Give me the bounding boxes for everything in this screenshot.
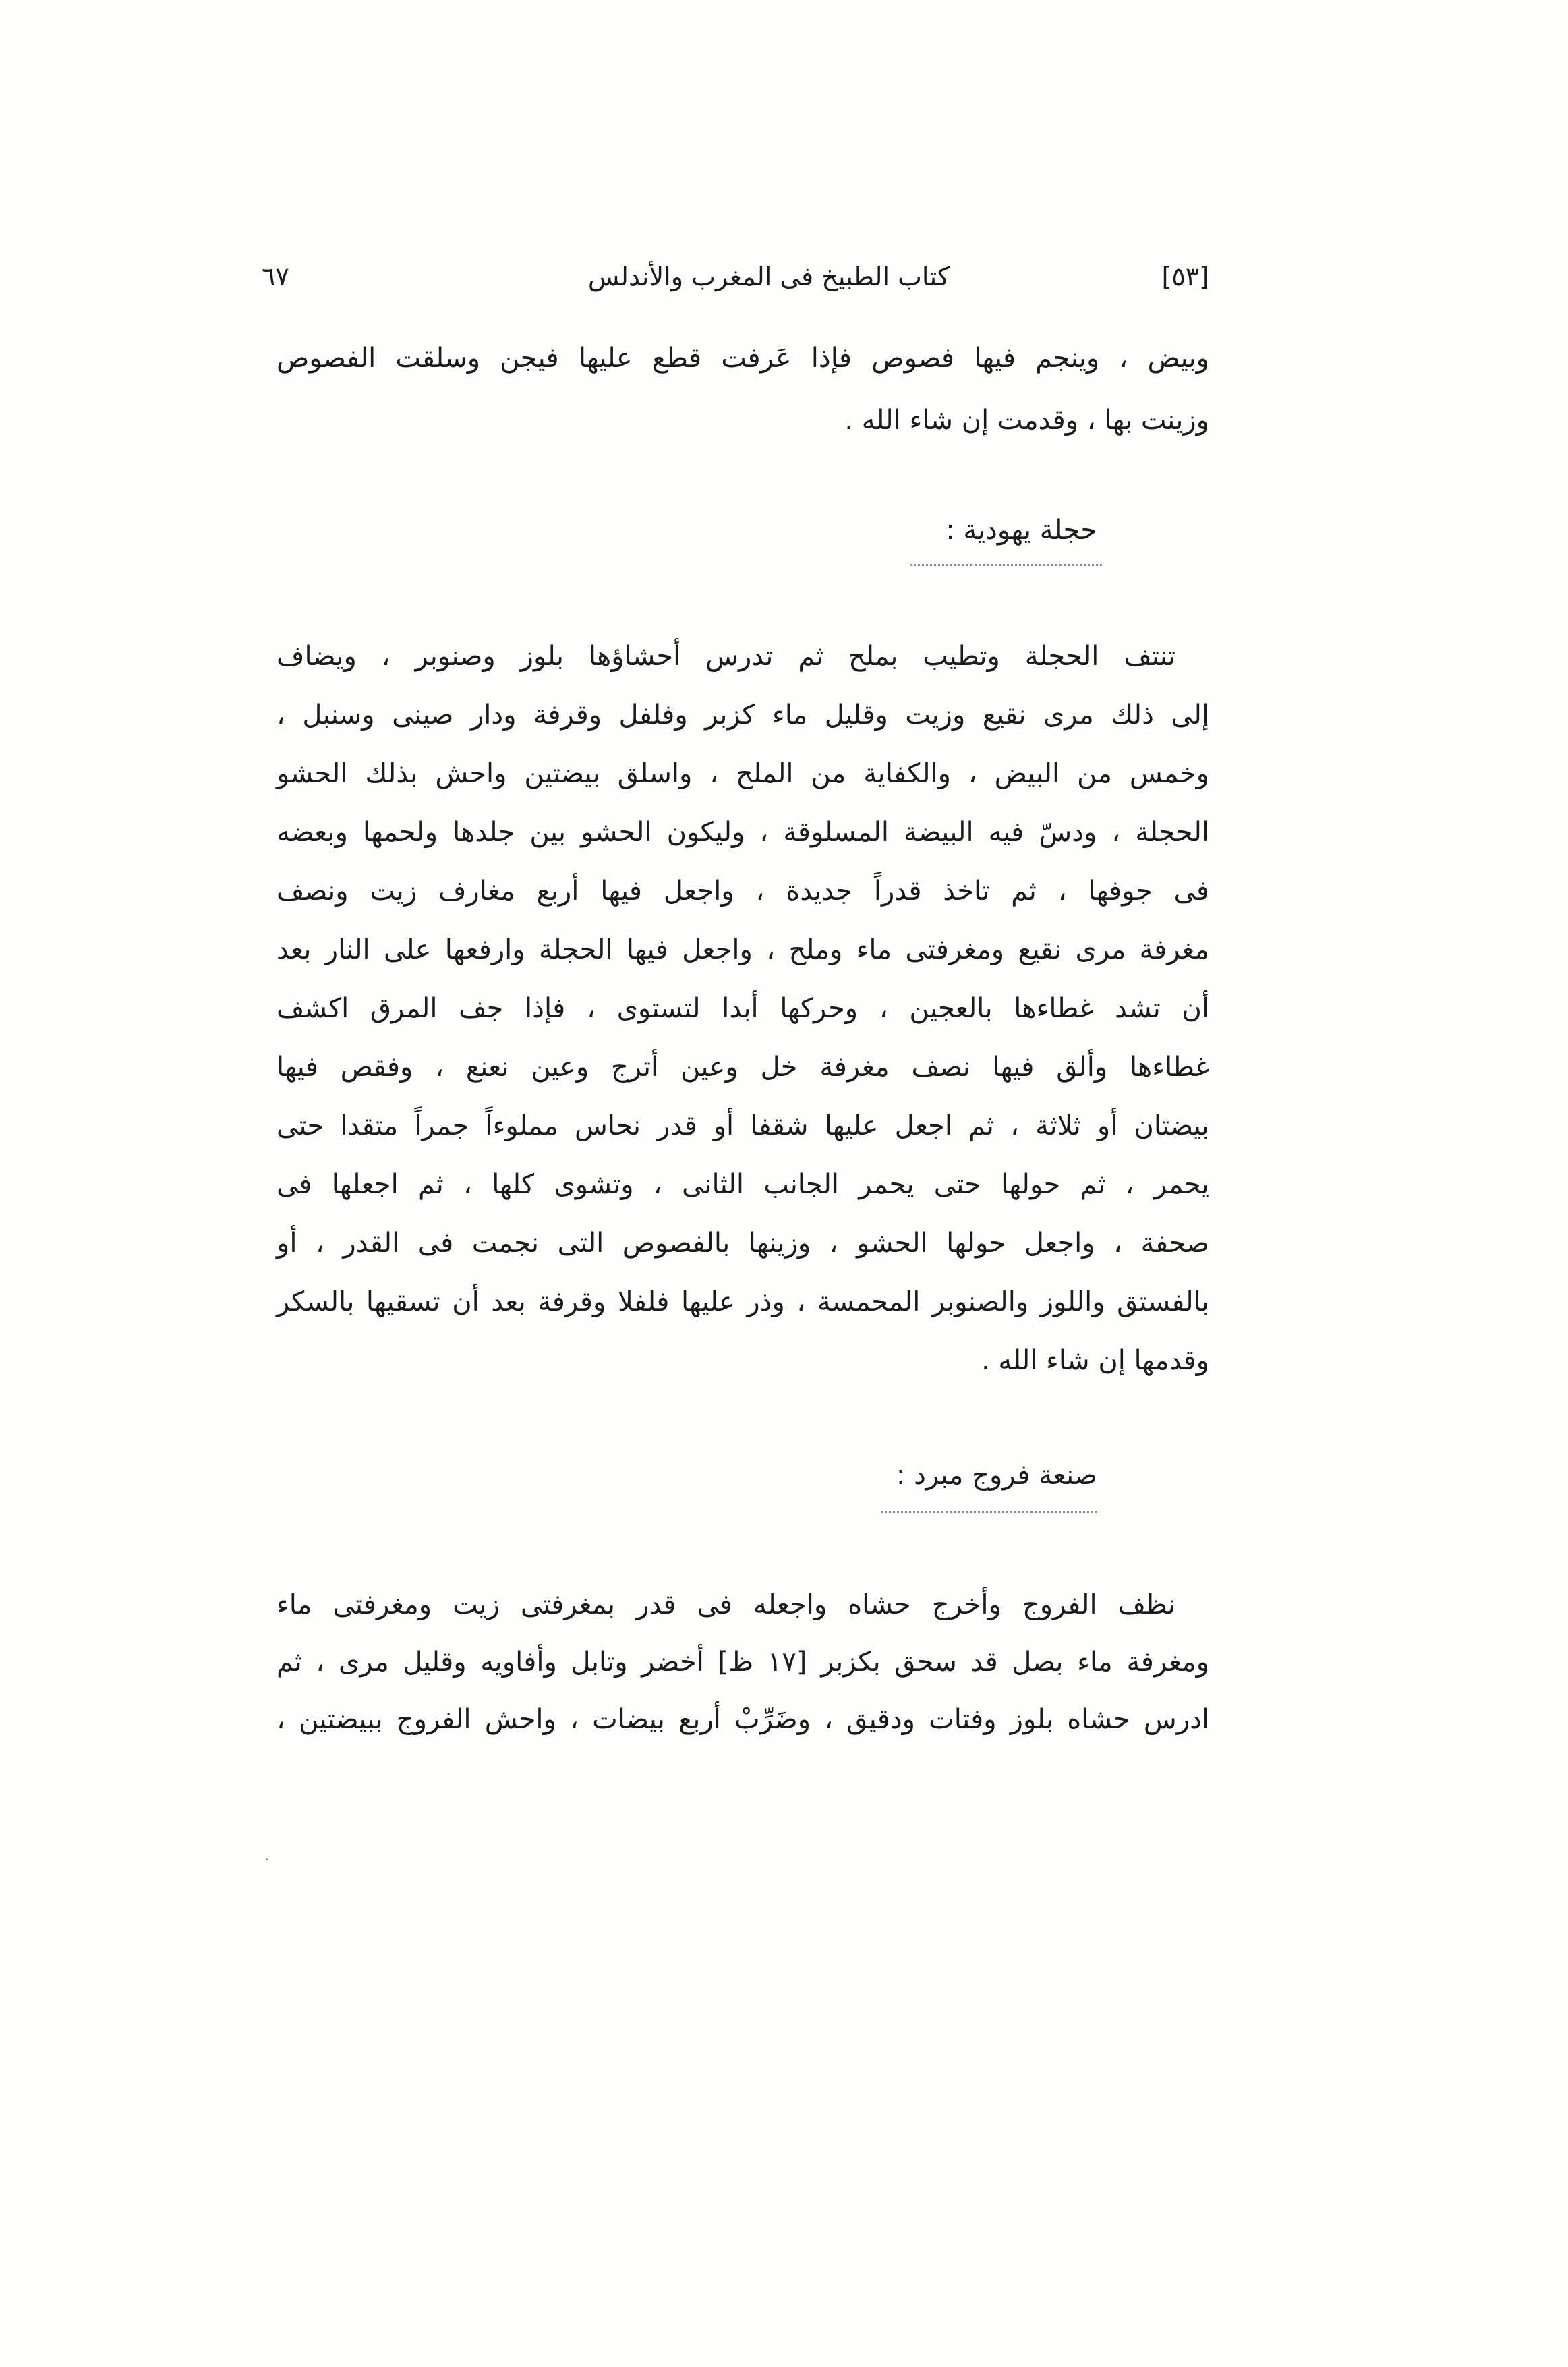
continuation-paragraph bbox=[277, 327, 1209, 451]
text-line: وبيض ، وينجم فيها فصوص فإذا عَرفت قطع عليها فيجن وسلقت الفصوص bbox=[277, 343, 1209, 374]
text-line: تنتف الحجلة وتطيب بملح ثم تدرس أحشاؤها بلوز وصنوبر ، ويضاف bbox=[277, 641, 1175, 672]
text-line: يحمر ، ثم حولها حتى يحمر الجانب الثانى ، وتشوى كلها ، ثم اجعلها فى bbox=[277, 1169, 1209, 1200]
page-number: ٦٧ bbox=[262, 262, 289, 291]
text-line: وزينت بها ، وقدمت إن شاء الله . bbox=[844, 405, 1209, 436]
recipe-title: حجلة يهودية : bbox=[946, 515, 1097, 546]
text-line: أن تشد غطاءها بالعجين ، وحركها أبدا لتستوى ، فإذا جف المرق اكشف bbox=[277, 993, 1209, 1024]
text-line: ومغرفة ماء بصل قد سحق بكزبر [١٧ ظ] أخضر وتابل وأفاويه وقليل مرى ، ثم bbox=[277, 1647, 1209, 1678]
text-line: إلى ذلك مرى نقيع وزيت وقليل ماء كزبر وفلفل وقرفة ودار صينى وسنبل ، bbox=[277, 700, 1209, 731]
text-line: الحجلة ، ودسّ فيه البيضة المسلوقة ، وليكون الحشو بين جلدها ولحمها وبعضه bbox=[277, 817, 1209, 848]
text-line: بيضتان أو ثلاثة ، ثم اجعل عليها شقفا أو قدر نحاس مملوءاً جمراً متقدا حتى bbox=[277, 1110, 1209, 1141]
title-underline bbox=[910, 564, 1102, 566]
scan-speck bbox=[266, 1858, 268, 1860]
text-line: صحفة ، واجعل حولها الحشو ، وزينها بالفصوص التى نجمت فى القدر ، أو bbox=[277, 1228, 1209, 1259]
title-underline bbox=[881, 1511, 1097, 1513]
text-line: وقدمها إن شاء الله . bbox=[981, 1345, 1209, 1376]
text-line: غطاءها وألق فيها نصف مغرفة خل وعين أترج وعين نعنع ، وفقص فيها bbox=[277, 1052, 1209, 1083]
text-line: مغرفة مرى نقيع ومغرفتى ماء وملح ، واجعل فيها الحجلة وارفعها على النار بعد bbox=[277, 934, 1209, 965]
text-line: ادرس حشاه بلوز وفتات ودقيق ، وضَرِّبْ أربع بيضات ، واحش الفروج ببيضتين ، bbox=[277, 1704, 1209, 1735]
recipe-paragraph bbox=[277, 627, 1209, 1390]
recipe-title: صنعة فروج مبرد : bbox=[896, 1460, 1097, 1491]
running-title: كتاب الطبيخ فى المغرب والأندلس bbox=[587, 262, 950, 291]
recipe-paragraph bbox=[277, 1576, 1209, 1748]
text-line: وخمس من البيض ، والكفاية من الملح ، واسلق بيضتين واحش بذلك الحشو bbox=[277, 758, 1209, 789]
text-line: فى جوفها ، ثم تاخذ قدراً جديدة ، واجعل فيها أربع مغارف زيت ونصف bbox=[277, 876, 1209, 907]
text-line: بالفستق واللوز والصنوبر المحمسة ، وذر عليها فلفلا وقرفة بعد أن تسقيها بالسكر bbox=[277, 1286, 1209, 1317]
folio-reference: [٥٣] bbox=[1161, 262, 1209, 291]
text-line: نظف الفروج وأخرج حشاه واجعله فى قدر بمغرفتى زيت ومغرفتى ماء bbox=[277, 1589, 1175, 1620]
